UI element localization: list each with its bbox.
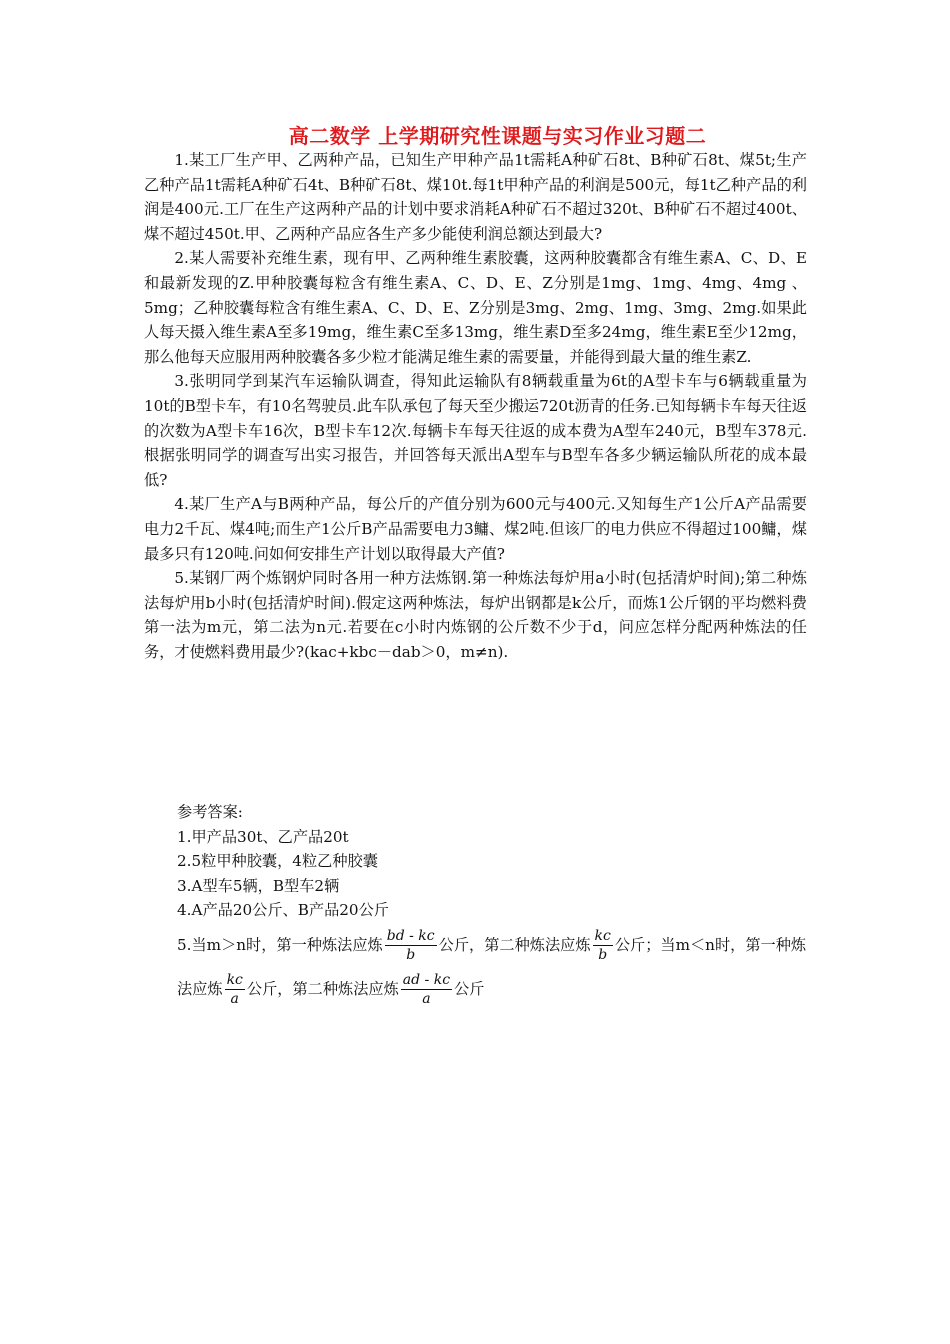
answer-5	[144, 923, 807, 1011]
fraction-1-denominator: b	[406, 947, 416, 964]
answer-2: 2.5粒甲种胶囊，4粒乙种胶囊	[177, 852, 378, 871]
answer-5-text-5: 公斤	[454, 979, 485, 998]
fraction-2	[593, 927, 613, 964]
problem-list	[144, 148, 807, 664]
fraction-1	[385, 927, 437, 964]
answers-heading: 参考答案:	[177, 803, 243, 821]
fraction-2-denominator: b	[598, 947, 608, 964]
answer-5-text-2: 公斤，第二种炼法应炼	[438, 935, 591, 954]
answer-3: 3.A型车5辆，B型车2辆	[177, 876, 340, 895]
answer-5-text-4: 公斤，第二种炼法应炼	[246, 979, 399, 998]
problem-5: 5.某钢厂两个炼钢炉同时各用一种方法炼钢.第一种炼法每炉用a小时(包括清炉时间);第二种炼法每炉用b小时(包括清炉时间).假定这两种炼法，每炉出钢都是k公斤，而炼1公斤钢的平均燃料费第一法为m元，第二法为n元.若要在c小时内炼钢的公斤数不少于d，问应怎样分配两种炼法的任务，才使燃料费用最少?(kac+kbc－dab＞0，m≠n).	[144, 569, 807, 661]
fraction-3-numerator: kc	[226, 972, 243, 989]
fraction-4	[401, 971, 452, 1008]
page-title: 高二数学 上学期研究性课题与实习作业习题二	[288, 124, 707, 148]
fraction-3	[225, 971, 245, 1008]
fraction-1-numerator: bd - kc	[386, 928, 435, 945]
answer-4: 4.A产品20公斤、B产品20公斤	[177, 901, 389, 920]
answer-section	[144, 800, 807, 1011]
fraction-2-numerator: kc	[594, 928, 611, 945]
fraction-4-numerator: ad - kc	[402, 972, 451, 989]
answer-5-text-1: 5.当m＞n时，第一种炼法应炼	[177, 935, 383, 954]
answer-5-text-3: 公斤；当m＜n时，第一种炼法应炼	[177, 935, 807, 998]
fraction-3-denominator: a	[230, 991, 239, 1008]
problem-2: 2.某人需要补充维生素，现有甲、乙两种维生素胶囊，这两种胶囊都含有维生素A、C、D、E和最新发现的Z.甲种胶囊每粒含有维生素A、C、D、E、Z分别是1mg、1mg、4mg、4mg 、5mg；乙种胶囊每粒含有维生素A、C、D、E、Z分别是3mg、2mg、1mg、3mg、2mg.如果此人每天摄入维生素A至多19mg，维生素C至多13mg，维生素D至多24mg，维生素E至少12mg，那么他每天应服用两种胶囊各多少粒才能满足维生素的需要量，并能得到最大量的维生素Z.	[144, 249, 807, 366]
problem-4: 4.某厂生产A与B两种产品，每公斤的产值分别为600元与400元.又知每生产1公斤A产品需要电力2千瓦、煤4吨;而生产1公斤B产品需要电力3鳙、煤2吨.但该厂的电力供应不得超过100鳙，煤最多只有120吨.问如何安排生产计划以取得最大产值?	[144, 495, 807, 563]
problem-3: 3.张明同学到某汽车运输队调查，得知此运输队有8辆载重量为6t的A型卡车与6辆载重量为10t的B型卡车，有10名驾驶员.此车队承包了每天至少搬运720t沥青的任务.已知每辆卡车每天往返的次数为A型卡车16次，B型卡车12次.每辆卡车每天往返的成本费为A型车240元，B型车378元.根据张明同学的调查写出实习报告，并回答每天派出A型车与B型车各多少辆运输队所花的成本最低?	[144, 372, 807, 489]
fraction-4-denominator: a	[422, 991, 431, 1008]
problem-1: 1.某工厂生产甲、乙两种产品，已知生产甲种产品1t需耗A种矿石8t、B种矿石8t、煤5t;生产乙种产品1t需耗A种矿石4t、B种矿石8t、煤10t.每1t甲种产品的利润是500元，每1t乙种产品的利润是400元.工厂在生产这两种产品的计划中要求消耗A种矿石不超过320t、B种矿石不超过400t、煤不超过450t.甲、乙两种产品应各生产多少能使利润总额达到最大?	[144, 151, 807, 243]
answer-1: 1.甲产品30t、乙产品20t	[177, 827, 349, 846]
